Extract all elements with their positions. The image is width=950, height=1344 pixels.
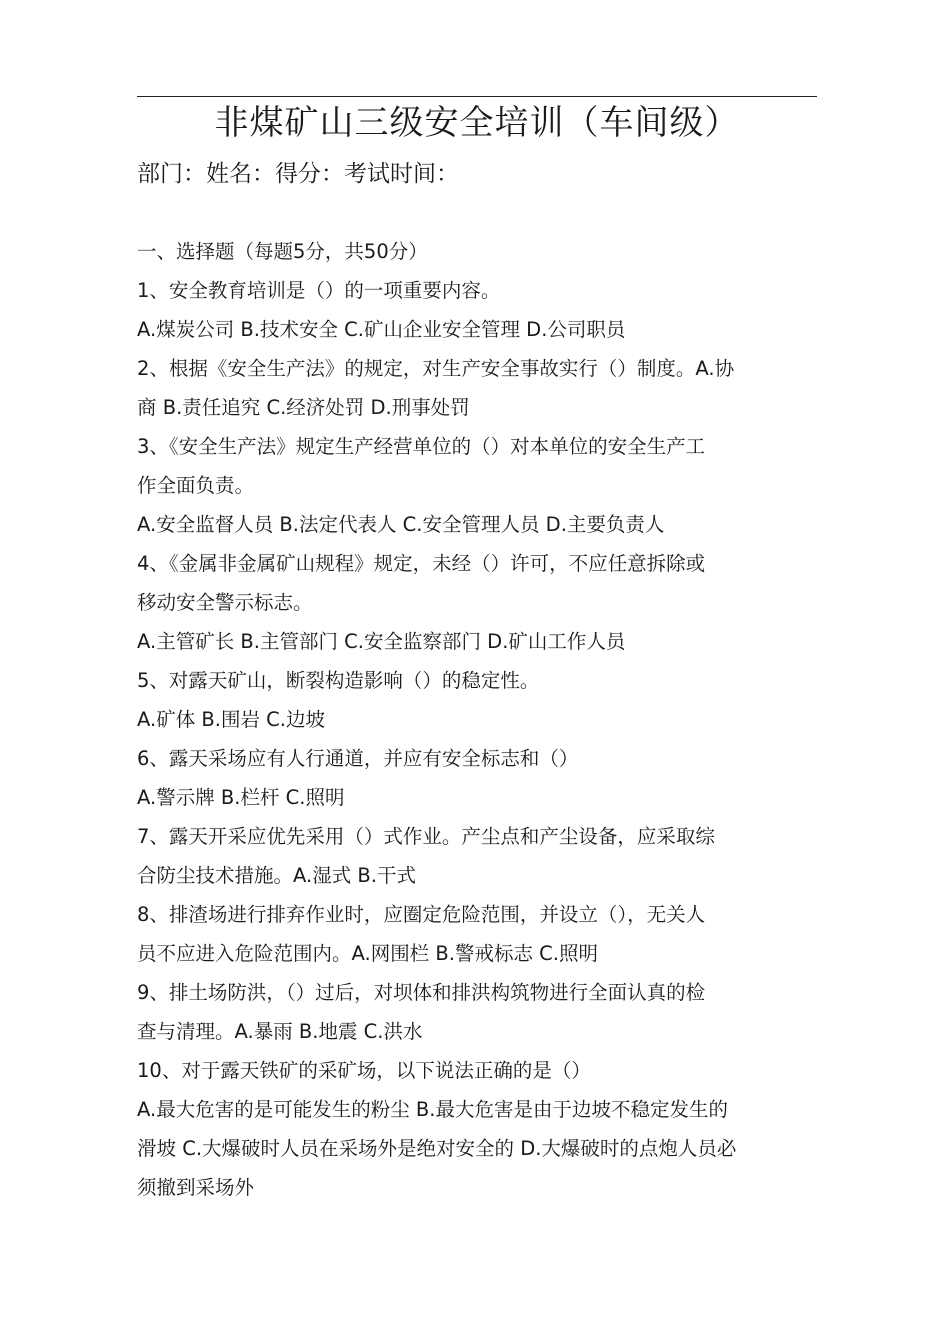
text-line: 3、《安全生产法》规定生产经营单位的（）对本单位的安全生产工 [137,435,706,458]
question-lines [137,271,819,1207]
text-line: 移动安全警示标志。 [137,591,313,614]
header-rule [137,96,817,97]
section-heading: 一、选择题（每题5分，共50分） [137,240,428,263]
text-line: A.最大危害的是可能发生的粉尘 B.最大危害是由于边坡不稳定发生的 [137,1098,728,1121]
text-line: 2、根据《安全生产法》的规定，对生产安全事故实行（）制度。A.协 [137,357,735,380]
text-line: A.警示牌 B.栏杆 C.照明 [137,786,345,809]
text-line: 合防尘技术措施。A.湿式 B.干式 [137,864,416,887]
text-line: 商 B.责任追究 C.经济处罚 D.刑事处罚 [137,396,470,419]
text-line: 6、露天采场应有人行通道，并应有安全标志和（） [137,747,579,770]
text-line: A.安全监督人员 B.法定代表人 C.安全管理人员 D.主要负责人 [137,513,665,536]
text-line: 员不应进入危险范围内。A.网围栏 B.警戒标志 C.照明 [137,942,598,965]
text-line: 滑坡 C.大爆破时人员在采场外是绝对安全的 D.大爆破时的点炮人员必 [137,1137,737,1160]
text-line: 查与清理。A.暴雨 B.地震 C.洪水 [137,1020,423,1043]
text-line: 8、排渣场进行排弃作业时，应圈定危险范围，并设立（），无关人 [137,903,706,926]
text-line: A.主管矿长 B.主管部门 C.安全监察部门 D.矿山工作人员 [137,630,626,653]
question-content [137,232,819,1207]
text-line: 4、《金属非金属矿山规程》规定，未经（）许可，不应任意拆除或 [137,552,706,575]
text-line: 7、露天开采应优先采用（）式作业。产尘点和产尘设备，应采取综 [137,825,715,848]
text-line: 作全面负责。 [137,474,255,497]
text-line: 5、对露天矿山，断裂构造影响（）的稳定性。 [137,669,540,692]
document-title: 非煤矿山三级安全培训（车间级） [214,103,740,143]
text-line: A.煤炭公司 B.技术安全 C.矿山企业安全管理 D.公司职员 [137,318,626,341]
text-line: 9、排土场防洪，（）过后，对坝体和排洪构筑物进行全面认真的检 [137,981,706,1004]
text-line: 10、对于露天铁矿的采矿场，以下说法正确的是（） [137,1059,591,1082]
info-line: 部门：姓名：得分：考试时间： [137,161,459,187]
text-line: 1、安全教育培训是（）的一项重要内容。 [137,279,501,302]
text-line: 须撤到采场外 [137,1176,255,1199]
text-line: A.矿体 B.围岩 C.边坡 [137,708,325,731]
